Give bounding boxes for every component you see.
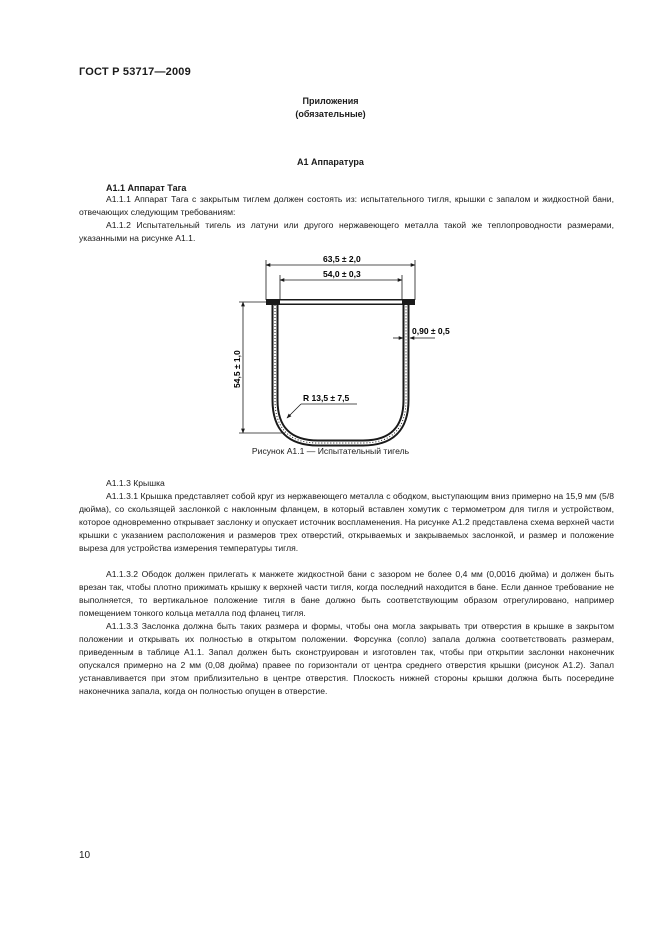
wall-thickness-label: 0,90 ± 0,5 xyxy=(412,326,450,336)
height-label: 54,5 ± 1,0 xyxy=(232,350,242,388)
document-code: ГОСТ Р 53717—2009 xyxy=(79,66,191,78)
radius-label: R 13,5 ± 7,5 xyxy=(303,393,350,403)
figure-caption: Рисунок А1.1 — Испытательный тигель xyxy=(251,446,410,456)
subsection-title: А1.1 Аппарат Тага xyxy=(106,183,187,193)
crucible-drawing xyxy=(225,250,450,440)
paragraph-a1-1-2: А1.1.2 Испытательный тигель из латуни или другого нержавеющего металла такой же теплопроводности размерами, указанными на рисунке А1.1. xyxy=(79,220,614,243)
paragraph-a1-1-1: А1.1.1 Аппарат Тага с закрытым тиглем должен состоять из: испытательного тигля, крышки с запалом и жидкостной бани, отвечающих следующим требованиям: xyxy=(79,194,614,217)
appendix-subtitle: (обязательные) xyxy=(295,109,366,119)
outer-diameter-label: 63,5 ± 2,0 xyxy=(323,254,361,264)
appendix-title: Приложения xyxy=(302,96,359,106)
inner-diameter-label: 54,0 ± 0,3 xyxy=(323,269,361,279)
paragraph-a1-1-3: А1.1.3 Крышка xyxy=(106,478,165,488)
paragraph-a1-1-3-1: А1.1.3.1 Крышка представляет собой круг из нержавеющего металла с ободком, выступающим вниз примерно на 15,9 мм (5/8 дюйма), со скользящей заслонкой с наклонным фланцем, в который вставлен хомутик с термометром для тигля и устройством, которое одновременно открывает заслонку и опускает источник воспламенения. На рисунке А1.2 представлена схема верхней части крышки с указанием расположения и размеров трех отверстий, открываемых и закрываемых заслонкой, и размер и положение выреза для устройства измерения температуры тигля. xyxy=(79,491,614,553)
page-number: 10 xyxy=(79,850,91,861)
crucible-body xyxy=(266,299,415,443)
paragraph-a1-1-3-2: А1.1.3.2 Ободок должен прилегать к манжете жидкостной бани с зазором не более 0,4 мм (0,0016 дюйма) и должен быть врезан так, чтобы плотно прижимать крышку к верхней части тигля, когда последний находится в бане. Если данное требование не выполняется, то вертикальное положение тигля в бане должно быть соответствующим образом отрегулировано, например помещением тонкого кольца металла под фланец тигля. xyxy=(79,569,614,618)
section-title: А1 Аппаратура xyxy=(297,157,364,167)
paragraph-a1-1-3-3: А1.1.3.3 Заслонка должна быть таких размера и формы, чтобы она могла закрывать три отверстия в крышке в закрытом положении и открывать их полностью в открытом положении. Форсунка (сопло) запала должна соответствовать размерам, приведенным в таблице А1.1. Запал должен быть сконструирован и изготовлен так, чтобы при открытии заслонки наконечник опускался примерно на 2 мм (0,08 дюйма) правее по горизонтали от центра среднего отверстия крышки (рисунок А1.2). Запал устанавливается при этом приблизительно в центре отверстия. Плоскость нижней стороны крышки должна быть посередине наконечника запала, когда он полностью опущен в отверстие. xyxy=(79,621,614,696)
